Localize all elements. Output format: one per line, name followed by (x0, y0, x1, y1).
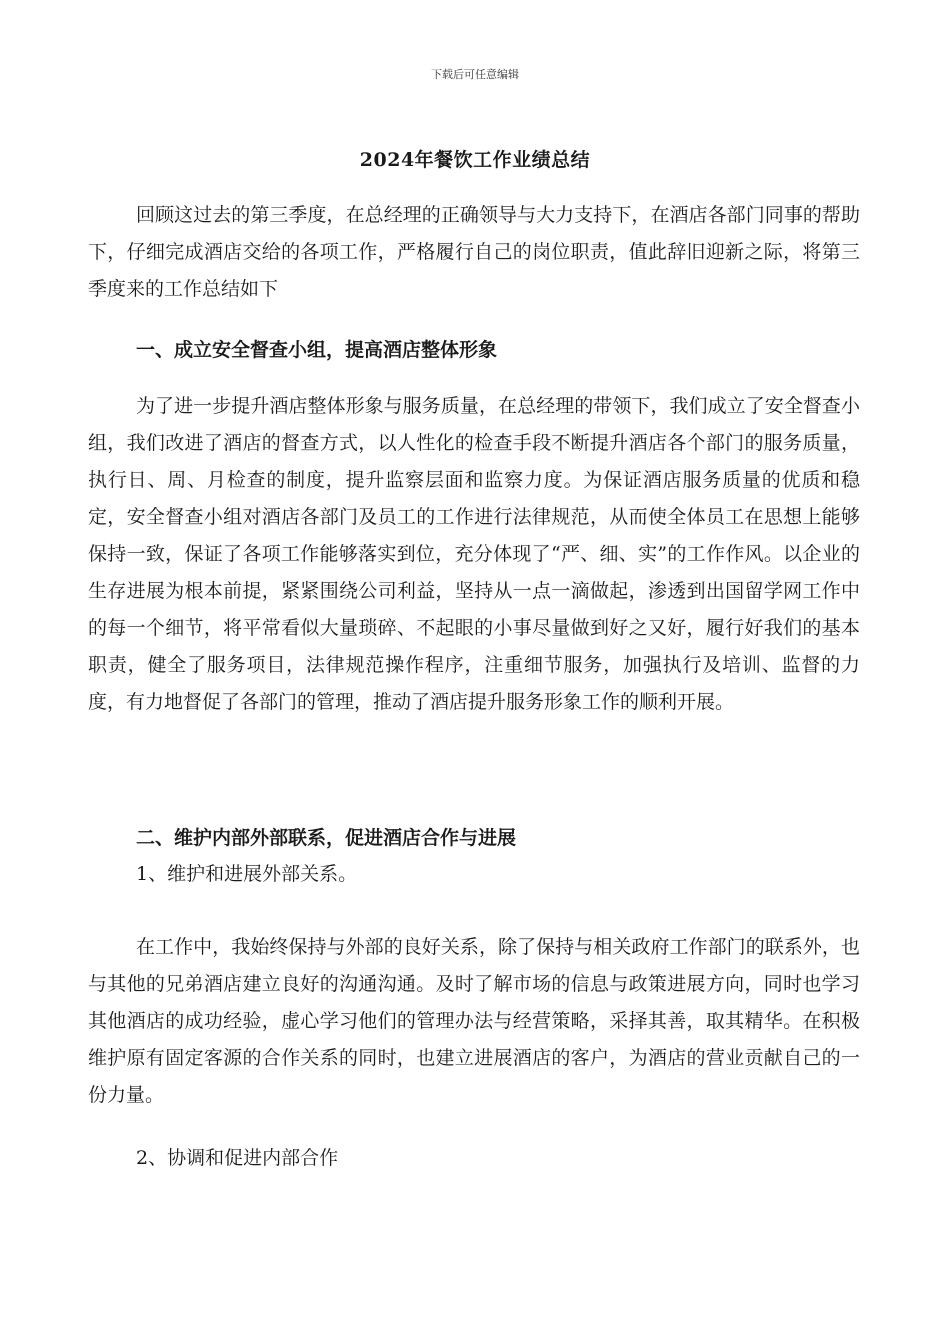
intro-paragraph: 回顾这过去的第三季度，在总经理的正确领导与大力支持下，在酒店各部门同事的帮助下，仔细完成酒店交给的各项工作，严格履行自己的岗位职责，值此辞旧迎新之际，将第三季度来的工作总结如下 (88, 204, 860, 300)
section2-paragraph-1: 在工作中，我始终保持与外部的良好关系，除了保持与相关政府工作部门的联系外，也与其他的兄弟酒店建立良好的沟通沟通。及时了解市场的信息与政策进展方向，同时也学习其他酒店的成功经验，虚心学习他们的管理办法与经营策略，采择其善，取其精华。在积极维护原有固定客源的合作关系的同时，也建立进展酒店的客户，为酒店的营业贡献自己的一份力量。 (88, 936, 860, 1106)
document-title: 2024年餐饮工作业绩总结 (359, 149, 591, 171)
section2-subheading-1: 1、维护和进展外部关系。 (136, 863, 358, 885)
section1-heading: 一、成立安全督查小组，提高酒店整体形象 (136, 339, 498, 361)
header-note: 下载后可任意编辑 (431, 68, 519, 81)
section1-paragraph: 为了进一步提升酒店整体形象与服务质量，在总经理的带领下，我们成立了安全督查小组，我们改进了酒店的督查方式，以人性化的检查手段不断提升酒店各个部门的服务质量，执行日、周、月检查的制度，提升监察层面和监察力度。为保证酒店服务质量的优质和稳定，安全督查小组对酒店各部门及员工的工作进行法律规范，从而使全体员工在思想上能够保持一致，保证了各项工作能够落实到位，充分体现了“严、细、实”的工作作风。以企业的生存进展为根本前提，紧紧围绕公司利益，坚持从一点一滴做起，渗透到出国留学网工作中的每一个细节，将平常看似大量琐碎、不起眼的小事尽量做到好之又好，履行好我们的基本职责，健全了服务项目，法律规范操作程序，注重细节服务，加强执行及培训、监督的力度，有力地督促了各部门的管理，推动了酒店提升服务形象工作的顺利开展。 (88, 395, 860, 713)
section2-subheading-2: 2、协调和促进内部合作 (136, 1147, 339, 1169)
section2-heading: 二、维护内部外部联系，促进酒店合作与进展 (136, 827, 517, 849)
